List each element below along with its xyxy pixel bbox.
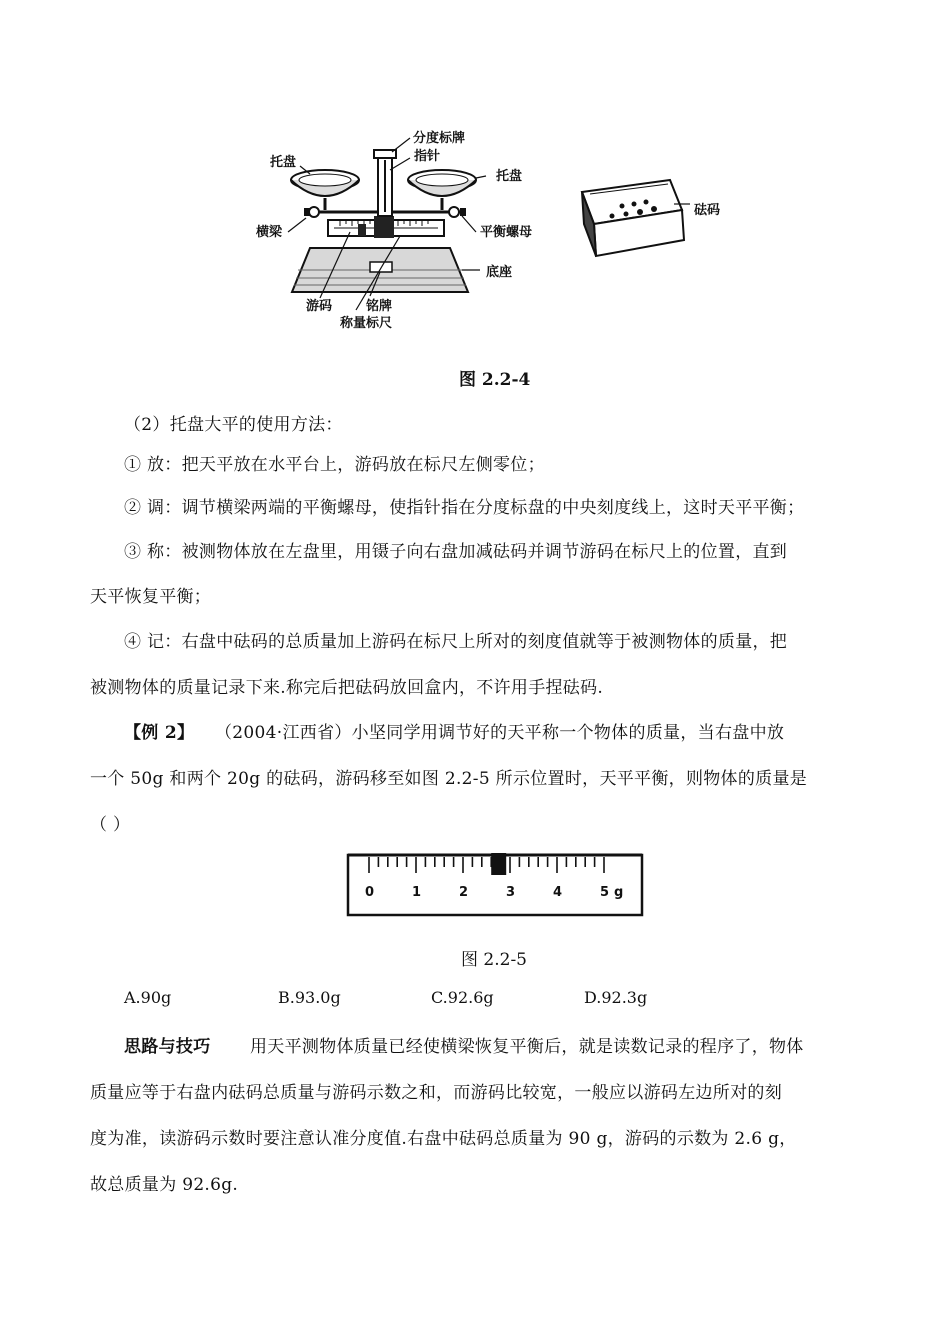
balance-pillar xyxy=(374,150,396,216)
scale-tick-label: 2 xyxy=(459,885,469,900)
label-base: 底座 xyxy=(486,265,513,280)
rider-marker xyxy=(491,853,506,875)
step-4-line-a: ④ 记：右盘中砝码的总质量加上游码在标尺上所对的刻度值就等于被测物体的质量，把 xyxy=(124,632,788,652)
solution-line-b: 质量应等于右盘内砝码总质量与游码示数之和，而游码比较宽，一般应以游码左边所对的刻 xyxy=(90,1083,782,1103)
step-1: ① 放：把天平放在水平台上，游码放在标尺左侧零位； xyxy=(124,455,545,475)
label-nut: 平衡螺母 xyxy=(480,225,533,240)
option-a: A.90g xyxy=(124,988,172,1007)
option-c: C.92.6g xyxy=(431,988,494,1007)
step-2: ② 调：调节横梁两端的平衡螺母，使指针指在分度标盘的中央刻度线上，这时天平平衡； xyxy=(124,498,805,518)
label-pointer: 指针 xyxy=(414,149,441,164)
solution-line-d: 故总质量为 92.6g. xyxy=(90,1175,239,1195)
answer-blank: （ ） xyxy=(90,815,131,835)
label-left-pan: 托盘 xyxy=(270,155,297,170)
solution-line-c: 度为准，读游码示数时要注意认准分度值.右盘中砝码总质量为 90 g，游码的示数为 2.6 g， xyxy=(90,1129,797,1149)
label-scale: 称量标尺 xyxy=(340,316,393,331)
weight-box xyxy=(582,180,690,256)
scale-unit: g xyxy=(614,885,624,900)
scale-tick-label: 0 xyxy=(365,885,375,900)
scale-tick-label: 1 xyxy=(412,885,422,900)
scale-tick-label: 4 xyxy=(553,885,563,900)
solution-line-a: 用天平测物体质量已经使横梁恢复平衡后，就是读数记录的程序了，物体 xyxy=(250,1037,804,1057)
scale-tick-label: 3 xyxy=(506,885,516,900)
label-weights: 砝码 xyxy=(694,203,721,218)
right-pan xyxy=(408,170,476,210)
rider-scale-figure xyxy=(345,852,645,920)
example-line-a: （2004·江西省）小坚同学用调节好的天平称一个物体的质量，当右盘中放 xyxy=(215,723,785,743)
section-title: （2）托盘大平的使用方法： xyxy=(124,415,343,435)
step-3-line-b: 天平恢复平衡； xyxy=(90,587,212,607)
figure1-caption: 图 2.2-4 xyxy=(459,370,531,390)
scale-tick-label: 5 xyxy=(600,885,610,900)
option-b: B.93.0g xyxy=(278,988,341,1007)
step-4-line-b: 被测物体的质量记录下来.称完后把砝码放回盒内，不许用手捏砝码. xyxy=(90,678,604,698)
example-line-b: 一个 50g 和两个 20g 的砝码，游码移至如图 2.2-5 所示位置时，天平平衡，则物体的质量是 xyxy=(90,769,808,789)
label-right-pan: 托盘 xyxy=(496,169,523,184)
label-beam: 横梁 xyxy=(256,225,283,240)
left-pan xyxy=(291,170,359,210)
label-nameplate: 铭牌 xyxy=(366,299,393,314)
example-tag: 【例 2】 xyxy=(124,723,195,743)
solution-heading: 思路与技巧 xyxy=(124,1037,211,1057)
option-d: D.92.3g xyxy=(584,988,648,1007)
step-3-line-a: ③ 称：被测物体放在左盘里，用镊子向右盘加减砝码并调节游码在标尺上的位置，直到 xyxy=(124,542,788,562)
label-rider: 游码 xyxy=(306,299,333,314)
figure2-caption: 图 2.2-5 xyxy=(461,950,527,970)
label-dial: 分度标牌 xyxy=(413,131,466,146)
balance-figure xyxy=(250,120,770,340)
